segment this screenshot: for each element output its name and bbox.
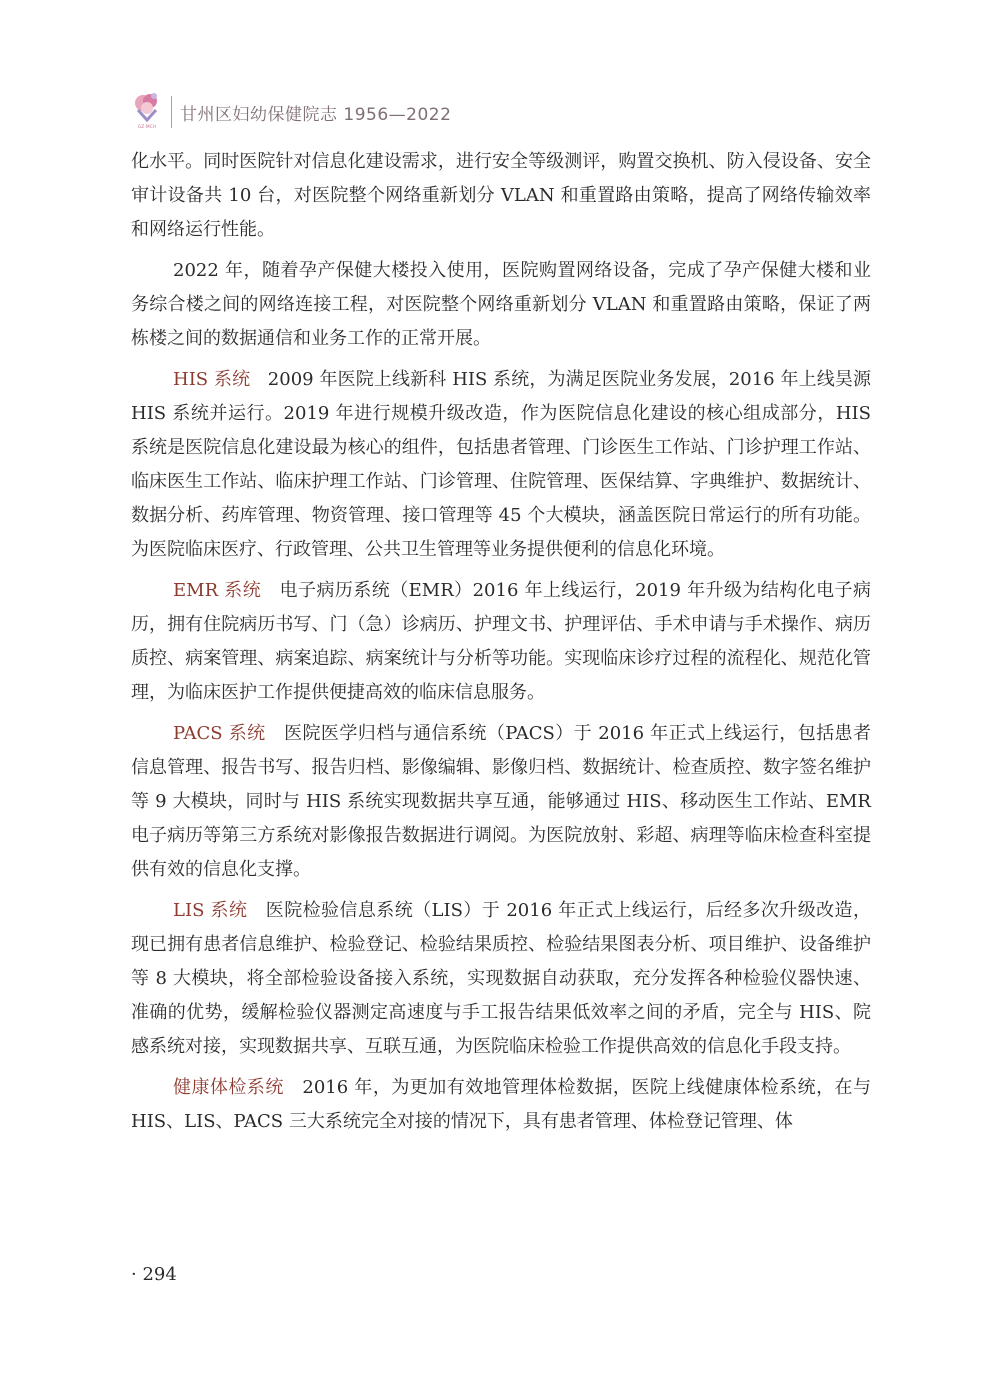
pacs-body: 医院医学归档与通信系统（PACS）于 2016 年正式上线运行，包括患者信息管理、报告书写、报告归档、影像编辑、影像归档、数据统计、检查质控、数字签名维护等 9 大模块，同时与 HIS 系统实现数据共享互通，能够通过 HIS、移动医生工作站、EMR 电子病历等第三方系统对影像报告数据进行调阅。为医院放射、彩超、病理等临床检查科室提供有效的信息化支撑。 [131,723,871,880]
section-his [131,363,871,567]
his-body: 2009 年医院上线新科 HIS 系统，为满足医院业务发展，2016 年上线昊源 HIS 系统并运行。2019 年进行规模升级改造，作为医院信息化建设的核心组成部分，HIS 系统是医院信息化建设最为核心的组件，包括患者管理、门诊医生工作站、门诊护理工作站、临床医生工作站、临床护理工作站、门诊管理、住院管理、医保结算、字典维护、数据统计、数据分析、药库管理、物资管理、接口管理等 45 个大模块，涵盖医院日常运行的所有功能。为医院临床医疗、行政管理、公共卫生管理等业务提供便利的信息化环境。 [131,369,871,560]
section-emr [131,574,871,710]
hospital-logo [130,90,164,130]
paragraph-network-continued: 化水平。同时医院针对信息化建设需求，进行安全等级测评，购置交换机、防入侵设备、安全审计设备共 10 台，对医院整个网络重新划分 VLAN 和重置路由策略，提高了网络传输效率和网络运行性能。 [131,151,871,240]
emr-body: 电子病历系统（EMR）2016 年上线运行，2019 年升级为结构化电子病历，拥有住院病历书写、门（急）诊病历、护理文书、护理评估、手术申请与手术操作、病历质控、病案管理、病案追踪、病案统计与分析等功能。实现临床诊疗过程的流程化、规范化管理，为临床医护工作提供便捷高效的临床信息服务。 [131,580,871,703]
section-pacs [131,717,871,887]
health-check-body: 2016 年，为更加有效地管理体检数据，医院上线健康体检系统，在与 HIS、LIS、PACS 三大系统完全对接的情况下，具有患者管理、体检登记管理、体 [131,1077,872,1132]
section-health-check [131,1071,871,1139]
page-body [131,145,871,1139]
emr-heading: EMR 系统 [173,580,262,601]
lis-body: 医院检验信息系统（LIS）于 2016 年正式上线运行，后经多次升级改造，现已拥有患者信息维护、检验登记、检验结果质控、检验结果图表分析、项目维护、设备维护等 8 大模块，将全部检验设备接入系统，实现数据自动获取，充分发挥各种检验仪器快速、准确的优势，缓解检验仪器测定高速度与手工报告结果低效率之间的矛盾，完全与 HIS、院感系统对接，实现数据共享、互联互通，为医院临床检验工作提供高效的信息化手段支持。 [131,900,871,1057]
logo-text: GZ·MCH [137,125,157,130]
book-title: 甘州区妇幼保健院志 1956—2022 [180,105,452,125]
paragraph-network-2022: 2022 年，随着孕产保健大楼投入使用，医院购置网络设备，完成了孕产保健大楼和业务综合楼之间的网络连接工程，对医院整个网络重新划分 VLAN 和重置路由策略，保证了两栋楼之间的数据通信和业务工作的正常开展。 [131,260,871,349]
page-header [130,86,530,132]
header-divider [171,96,172,128]
pacs-heading: PACS 系统 [173,723,266,744]
health-check-heading: 健康体检系统 [173,1077,284,1098]
his-heading: HIS 系统 [173,369,251,390]
page-number: · 294 [131,1264,177,1285]
lis-heading: LIS 系统 [173,900,248,921]
section-lis [131,894,871,1064]
